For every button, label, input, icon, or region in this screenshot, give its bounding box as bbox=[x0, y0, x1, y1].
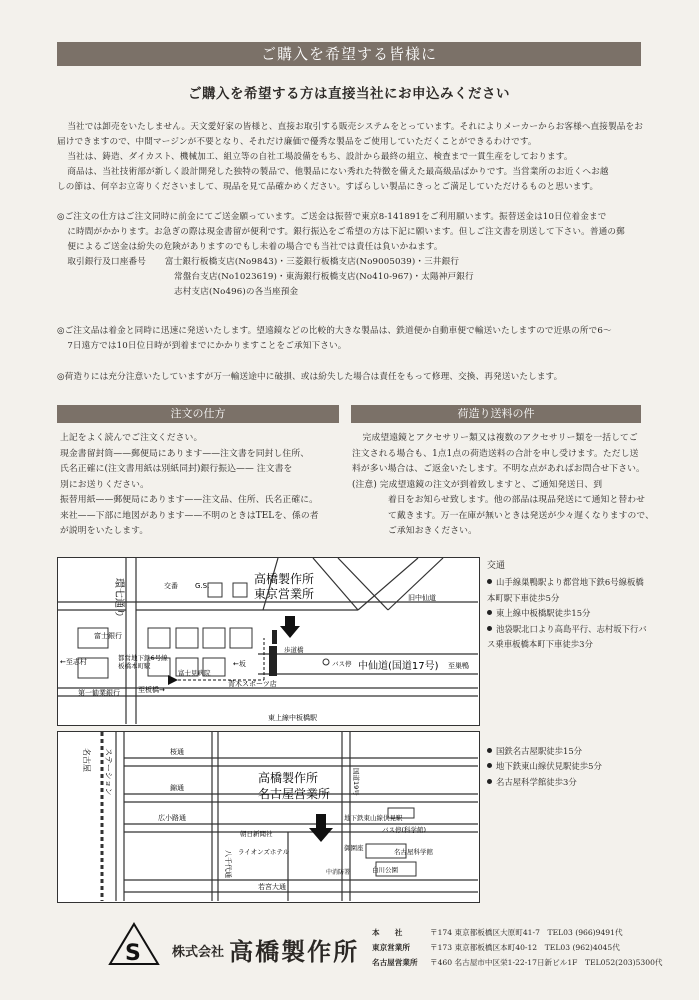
map-label: 都営地下鉄6号線 bbox=[118, 654, 168, 662]
map-label: 名古屋科学館 bbox=[394, 848, 433, 856]
nagoya-office-name: 高橋製作所 bbox=[258, 771, 319, 785]
map-label: バス停 bbox=[332, 660, 352, 668]
right-line: 料が多い場合は、ご返金いたします。不明な点があればお問合せ下さい。 bbox=[352, 464, 645, 474]
left-section-header bbox=[57, 405, 339, 423]
map-label: 環七通り bbox=[113, 578, 124, 618]
map-label: 朝日新聞社 bbox=[240, 830, 273, 838]
map-label: 交番 bbox=[164, 582, 178, 590]
tokyo-office-map bbox=[57, 557, 480, 726]
bank-label: 取引銀行及口座番号 bbox=[67, 257, 147, 267]
bank-line: 志村支店(No496)の各当座預金 bbox=[174, 287, 299, 297]
left-line: 上記をよく読んでご注文ください。 bbox=[60, 433, 203, 443]
nagoya-legend-text: 地下鉄東山線伏見駅徒歩5分 bbox=[496, 761, 602, 772]
right-line: (注意) 完成望遠鏡の注文が到着致しますと、ご通知発送日、到 bbox=[352, 479, 603, 490]
bullet-icon bbox=[487, 626, 492, 631]
company-logo-icon bbox=[108, 922, 160, 966]
map-label: 青木スポーツ店 bbox=[228, 680, 277, 688]
svg-text:S: S bbox=[125, 941, 141, 966]
tokyo-office-branch: 東京営業所 bbox=[254, 587, 315, 601]
nagoya-legend-item bbox=[487, 775, 647, 790]
office-addresses bbox=[372, 925, 672, 970]
map-label: 至巣鴨 bbox=[448, 662, 469, 670]
map-label: 東上線中板橋駅 bbox=[268, 714, 317, 722]
map-label: 地下鉄東山線伏見駅 bbox=[344, 814, 403, 822]
map-label: 錦通 bbox=[170, 784, 184, 792]
office-detail: 〒174 東京都板橋区大原町41-7 TEL03 (966)9491代 bbox=[430, 928, 623, 937]
bullet-icon bbox=[487, 748, 492, 753]
tokyo-legend-item bbox=[487, 575, 647, 606]
shipping-paragraph bbox=[57, 324, 641, 354]
map-label: 名古屋 bbox=[82, 748, 91, 772]
bank-row bbox=[57, 255, 641, 270]
map-label: 板橋本町駅 bbox=[118, 662, 151, 670]
map-label: ←坂 bbox=[233, 660, 246, 668]
intro-line: しの節は、何卒お立寄りくださいまして、現品を見て品確かめください。すばらしい製品にきっとご満足していただけるものと思います。 bbox=[57, 182, 599, 192]
bank-line: 常盤台支店(No1023619)・東海銀行板橋支店(No410-967)・太陽神戸銀行 bbox=[174, 272, 474, 282]
right-line: 着日をお知らせ致します。他の部品は現品発送にて通知と替わせ bbox=[388, 495, 646, 505]
office-name: 東京営業所 bbox=[372, 943, 410, 952]
tokyo-legend-item bbox=[487, 606, 647, 621]
right-section-header bbox=[351, 405, 641, 423]
company-prefix: 株式会社 bbox=[172, 945, 225, 960]
map-label: G.S. bbox=[195, 582, 210, 590]
map-label: 中消防署 bbox=[326, 869, 351, 876]
order-method-paragraph bbox=[57, 210, 641, 300]
shipping-line: ◎ご注文品は着金と同時に迅速に発送いたします。望遠鏡などの比較的大きな製品は、鉄道便か自動車便で輸送いたしますので近県の所で6〜 bbox=[57, 326, 612, 336]
map-label: 桜通 bbox=[170, 748, 184, 756]
bank-line: 富士銀行板橋支店(No9843)・三菱銀行板橋支店(No9005039)・三井銀行 bbox=[164, 257, 460, 267]
packing-paragraph bbox=[57, 370, 641, 385]
order-line: 便によるご送金は紛失の危険がありますのでもし未着の場合でも当社では責任は負いかねます。 bbox=[67, 242, 443, 252]
office-row bbox=[372, 940, 672, 955]
map-label: 中仙道(国道17号) bbox=[358, 661, 439, 672]
left-line: 振替用紙——郵便局にあります——注文品、住所、氏名正確に。 bbox=[60, 495, 319, 505]
nagoya-legend-item bbox=[487, 744, 647, 759]
company-name: 高橋製作所 bbox=[229, 938, 360, 966]
map-label: 八千代通 bbox=[224, 850, 232, 878]
map-label: 広小路通 bbox=[158, 814, 186, 822]
intro-line: 当社では卸売をいたしません。天文愛好家の皆様と、直接お取引する販売システムをとっています。それによりメーカーからお客様へ直接製品をお bbox=[67, 122, 644, 132]
nagoya-map-drawing bbox=[58, 732, 478, 901]
map-label: ←至志村 bbox=[60, 658, 87, 666]
order-line: ◎ご注文の仕方はご注文同時に前金にてご送金願っています。ご送金は振替で東京8-141891をご利用願います。振替送金は10日位着金まで bbox=[57, 212, 607, 222]
bullet-icon bbox=[487, 610, 492, 615]
nagoya-legend-item bbox=[487, 759, 647, 774]
tokyo-legend-title: 交通 bbox=[487, 561, 506, 571]
shipping-line: 7日遠方では10日位日時が到着までにかかりますことをご承知下さい。 bbox=[67, 341, 347, 351]
bullet-icon bbox=[487, 579, 492, 584]
map-label: ライオンズホテル bbox=[238, 848, 290, 856]
left-section-body bbox=[60, 431, 340, 540]
office-detail: 〒173 東京都板橋区本町40-12 TEL03 (962)4045代 bbox=[430, 943, 620, 952]
left-line: 現金書留封筒——郵便局にあります——注文書を同封し住所、 bbox=[60, 448, 310, 459]
map-label: 第一勧業銀行 bbox=[78, 689, 120, 697]
left-line: 氏名正確に(注文書用紙は別紙同封)銀行振込—— 注文書を bbox=[60, 464, 293, 474]
map-label: 富士銀行 bbox=[94, 632, 122, 640]
office-row bbox=[372, 955, 672, 970]
right-line: ご承知おきください。 bbox=[388, 526, 477, 536]
tokyo-legend-text: 山手線巣鴨駅より都営地下鉄6号線板橋本町駅下車徒歩5分 bbox=[487, 577, 644, 603]
office-row bbox=[372, 925, 672, 940]
nagoya-legend-text: 国鉄名古屋駅徒歩15分 bbox=[496, 746, 583, 756]
packing-line: ◎荷造りには充分注意いたしていますが万一輸送途中に破損、或は紛失した場合は責任をもって修理、交換、再発送いたします。 bbox=[57, 372, 563, 382]
map-label: バス停(科学館) bbox=[382, 826, 427, 834]
office-detail: 〒460 名古屋市中区栄1-22-17日新ビル1F TEL052(203)5300代 bbox=[430, 958, 663, 967]
right-line: 完成望遠鏡とアクセサリー類又は複数のアクセサリー類を一括してご bbox=[362, 433, 638, 443]
page-header-bar bbox=[57, 42, 641, 66]
intro-line: 当社は、鋳造、ダイカスト、機械加工、組立等の自社工場設備をもち、設計から最終の組立、検査まで一貫生産をしております。 bbox=[67, 152, 573, 162]
left-section-title: 注文の仕方 bbox=[170, 407, 226, 420]
order-line: に時間がかかります。お急ぎの際は現金書留が便利です。銀行振込をご希望の方は下記に願います。但しご注文書を別送して下さい。普通の郵 bbox=[67, 227, 625, 237]
office-name: 名古屋営業所 bbox=[372, 958, 418, 967]
intro-paragraph bbox=[57, 120, 644, 195]
nagoya-office-branch: 名古屋営業所 bbox=[258, 787, 331, 801]
tokyo-legend-text: 東上線中板橋駅徒歩15分 bbox=[496, 608, 591, 619]
left-line: が説明をいたします。 bbox=[60, 526, 149, 536]
intro-line: 届けできますので、中間マージンが不要となり、それだけ廉価で優秀な製品をご使用していただくことができるわけです。 bbox=[57, 137, 537, 147]
map-label: 旧中仙道 bbox=[408, 594, 436, 602]
map-label: 富士見病院 bbox=[178, 669, 211, 677]
map-label: 若宮大通 bbox=[258, 883, 286, 891]
bullet-icon bbox=[487, 763, 492, 768]
map-label: 国道19号 bbox=[352, 768, 360, 796]
company-name-block bbox=[172, 932, 359, 967]
map-label: ステーション bbox=[104, 748, 113, 796]
tokyo-legend-text: 池袋駅北口より高島平行、志村坂下行バス乗車板橋本町下車徒歩3分 bbox=[487, 623, 647, 650]
nagoya-office-map bbox=[57, 731, 480, 903]
map-label: 御園座 bbox=[344, 844, 364, 852]
map-label: 白川公園 bbox=[372, 866, 398, 874]
right-section-title: 荷造り送料の件 bbox=[457, 407, 535, 420]
right-line: 注文される場合も、1点1点の荷造送料の合計を申し受けます。ただし送 bbox=[352, 448, 639, 459]
tokyo-legend-item bbox=[487, 622, 647, 653]
intro-line: 商品は、当社技術部が新しく設計開発した独特の製品で、他製品にない秀れた特徴を備えた最高級品ばかりです。当営業所のお近くへお越 bbox=[67, 167, 609, 177]
left-line: 来社——下部に地図があります——不明のときはTELを、係の者 bbox=[60, 510, 319, 521]
nagoya-access-legend bbox=[487, 744, 647, 790]
right-section-body bbox=[352, 431, 655, 540]
tokyo-office-name: 高橋製作所 bbox=[254, 572, 315, 586]
page-title: ご購入を希望する皆様に bbox=[260, 45, 437, 63]
tokyo-access-legend bbox=[487, 559, 647, 652]
office-name: 本 社 bbox=[372, 928, 403, 937]
nagoya-legend-text: 名古屋科学館徒歩3分 bbox=[496, 776, 577, 787]
right-line: て戴きます。万一在庫が無いときは発送が少々遅くなりますので、 bbox=[388, 510, 655, 521]
page-subtitle: ご購入を希望する方は直接当社にお申込みください bbox=[188, 86, 510, 102]
left-line: 別にお送りください。 bbox=[60, 479, 149, 490]
bullet-icon bbox=[487, 779, 492, 784]
tokyo-map-drawing bbox=[58, 558, 478, 724]
map-label: 歩道橋 bbox=[284, 646, 304, 654]
map-label: 至板橋→ bbox=[138, 686, 165, 694]
